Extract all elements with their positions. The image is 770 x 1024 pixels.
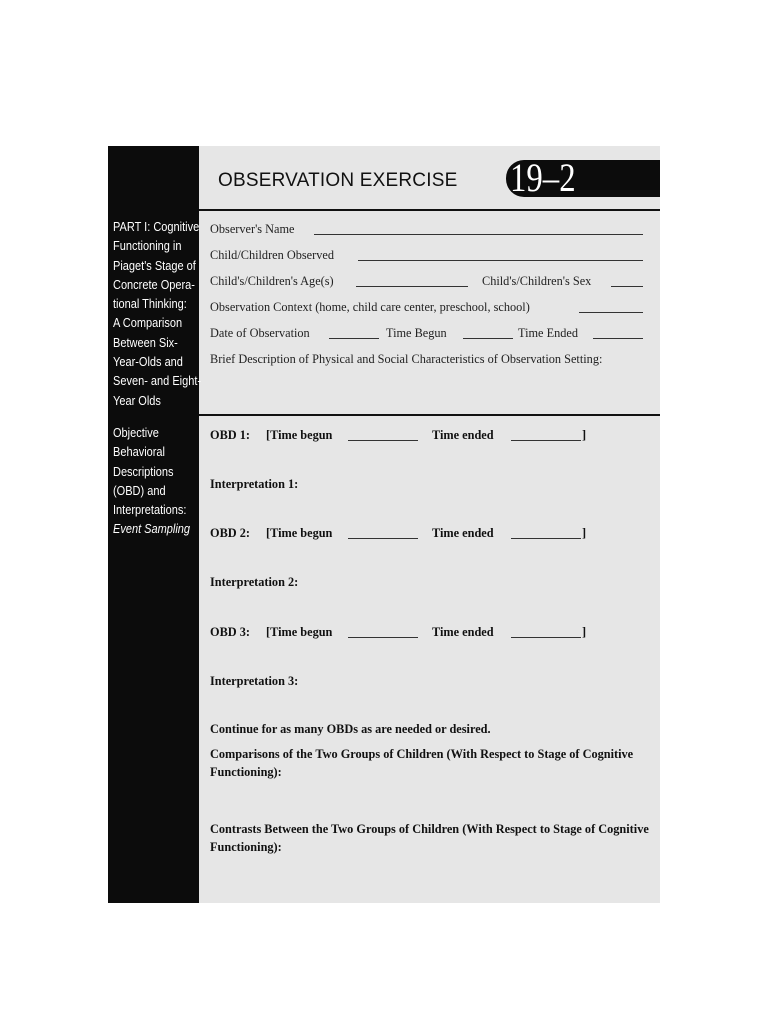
children-sex-label: Child's/Children's Sex <box>482 274 592 288</box>
date-blank[interactable] <box>329 338 379 339</box>
observer-name-blank[interactable] <box>314 234 643 235</box>
interpretation-3-label: Interpretation 3: <box>210 674 299 688</box>
time-ended-label: Time Ended <box>518 326 579 340</box>
part-line: Year Olds <box>113 393 161 408</box>
header-rule <box>199 209 660 211</box>
part-line: Concrete Opera- <box>113 277 195 292</box>
obd-2-label: OBD 2: <box>210 526 250 540</box>
obd-line: (OBD) and <box>113 483 166 498</box>
part-line: Functioning in <box>113 239 182 254</box>
section-rule <box>199 414 660 416</box>
obd-3-begun-blank[interactable] <box>348 637 418 638</box>
part-line: Year-Olds and <box>113 355 183 370</box>
obd-emphasis: Event Sampling <box>113 522 191 537</box>
obd-2-begun-blank[interactable] <box>348 538 418 539</box>
contrasts-prompt: Contrasts Between the Two Groups of Children (With Respect to Stage of Cognitive Functioning): <box>210 822 649 854</box>
obd-1-ended-label: Time ended <box>432 428 494 442</box>
obd-3-begun-label: [Time begun <box>266 625 333 639</box>
obd-3-ended-blank[interactable] <box>511 637 581 638</box>
part-line: Piaget's Stage of <box>113 258 196 273</box>
worksheet-page <box>108 146 660 903</box>
obd-3-close: ] <box>582 625 587 639</box>
context-blank[interactable] <box>579 312 643 313</box>
children-age-blank[interactable] <box>356 286 468 287</box>
sidebar <box>108 146 202 903</box>
children-observed-blank[interactable] <box>358 260 643 261</box>
context-label: Observation Context (home, child care center, preschool, school) <box>210 300 530 314</box>
interpretation-1-label: Interpretation 1: <box>210 477 299 491</box>
part-line: tional Thinking: <box>113 297 187 312</box>
children-age-label: Child's/Children's Age(s) <box>210 274 334 288</box>
part-line: A Comparison <box>113 316 183 331</box>
time-begun-label: Time Begun <box>386 326 447 340</box>
obd-3-label: OBD 3: <box>210 625 250 639</box>
obd-line: Descriptions <box>113 464 174 479</box>
observer-name-label: Observer's Name <box>210 222 295 236</box>
interpretation-2-label: Interpretation 2: <box>210 575 299 589</box>
exercise-number: 19–2 <box>510 155 576 200</box>
continue-instruction: Continue for as many OBDs as are needed or desired. <box>210 722 491 736</box>
obd-line: Behavioral <box>113 445 165 460</box>
obd-1-label: OBD 1: <box>210 428 250 442</box>
obd-line: Objective <box>113 426 159 440</box>
obd-2-ended-label: Time ended <box>432 526 494 540</box>
children-sex-blank[interactable] <box>611 286 643 287</box>
part-line: Seven- and Eight- <box>113 374 202 389</box>
obd-1-begun-label: [Time begun <box>266 428 333 442</box>
obd-2-close: ] <box>582 526 587 540</box>
part-line: PART I: Cognitive <box>113 220 200 234</box>
obd-1-close: ] <box>582 428 587 442</box>
part-line: Between Six- <box>113 335 178 350</box>
part-heading <box>113 218 202 411</box>
comparisons-prompt: Comparisons of the Two Groups of Children (With Respect to Stage of Cognitive Functioning): <box>210 747 634 779</box>
time-ended-blank[interactable] <box>593 338 643 339</box>
exercise-title: OBSERVATION EXERCISE <box>218 170 458 191</box>
time-begun-blank[interactable] <box>463 338 513 339</box>
obd-heading <box>113 424 190 540</box>
setting-description-label: Brief Description of Physical and Social Characteristics of Observation Setting: <box>210 352 603 366</box>
obd-2-ended-blank[interactable] <box>511 538 581 539</box>
obd-2-begun-label: [Time begun <box>266 526 333 540</box>
date-label: Date of Observation <box>210 326 310 340</box>
obd-line: Interpretations: <box>113 503 187 518</box>
obd-1-ended-blank[interactable] <box>511 440 581 441</box>
obd-3-ended-label: Time ended <box>432 625 494 639</box>
obd-1-begun-blank[interactable] <box>348 440 418 441</box>
children-observed-label: Child/Children Observed <box>210 248 334 262</box>
